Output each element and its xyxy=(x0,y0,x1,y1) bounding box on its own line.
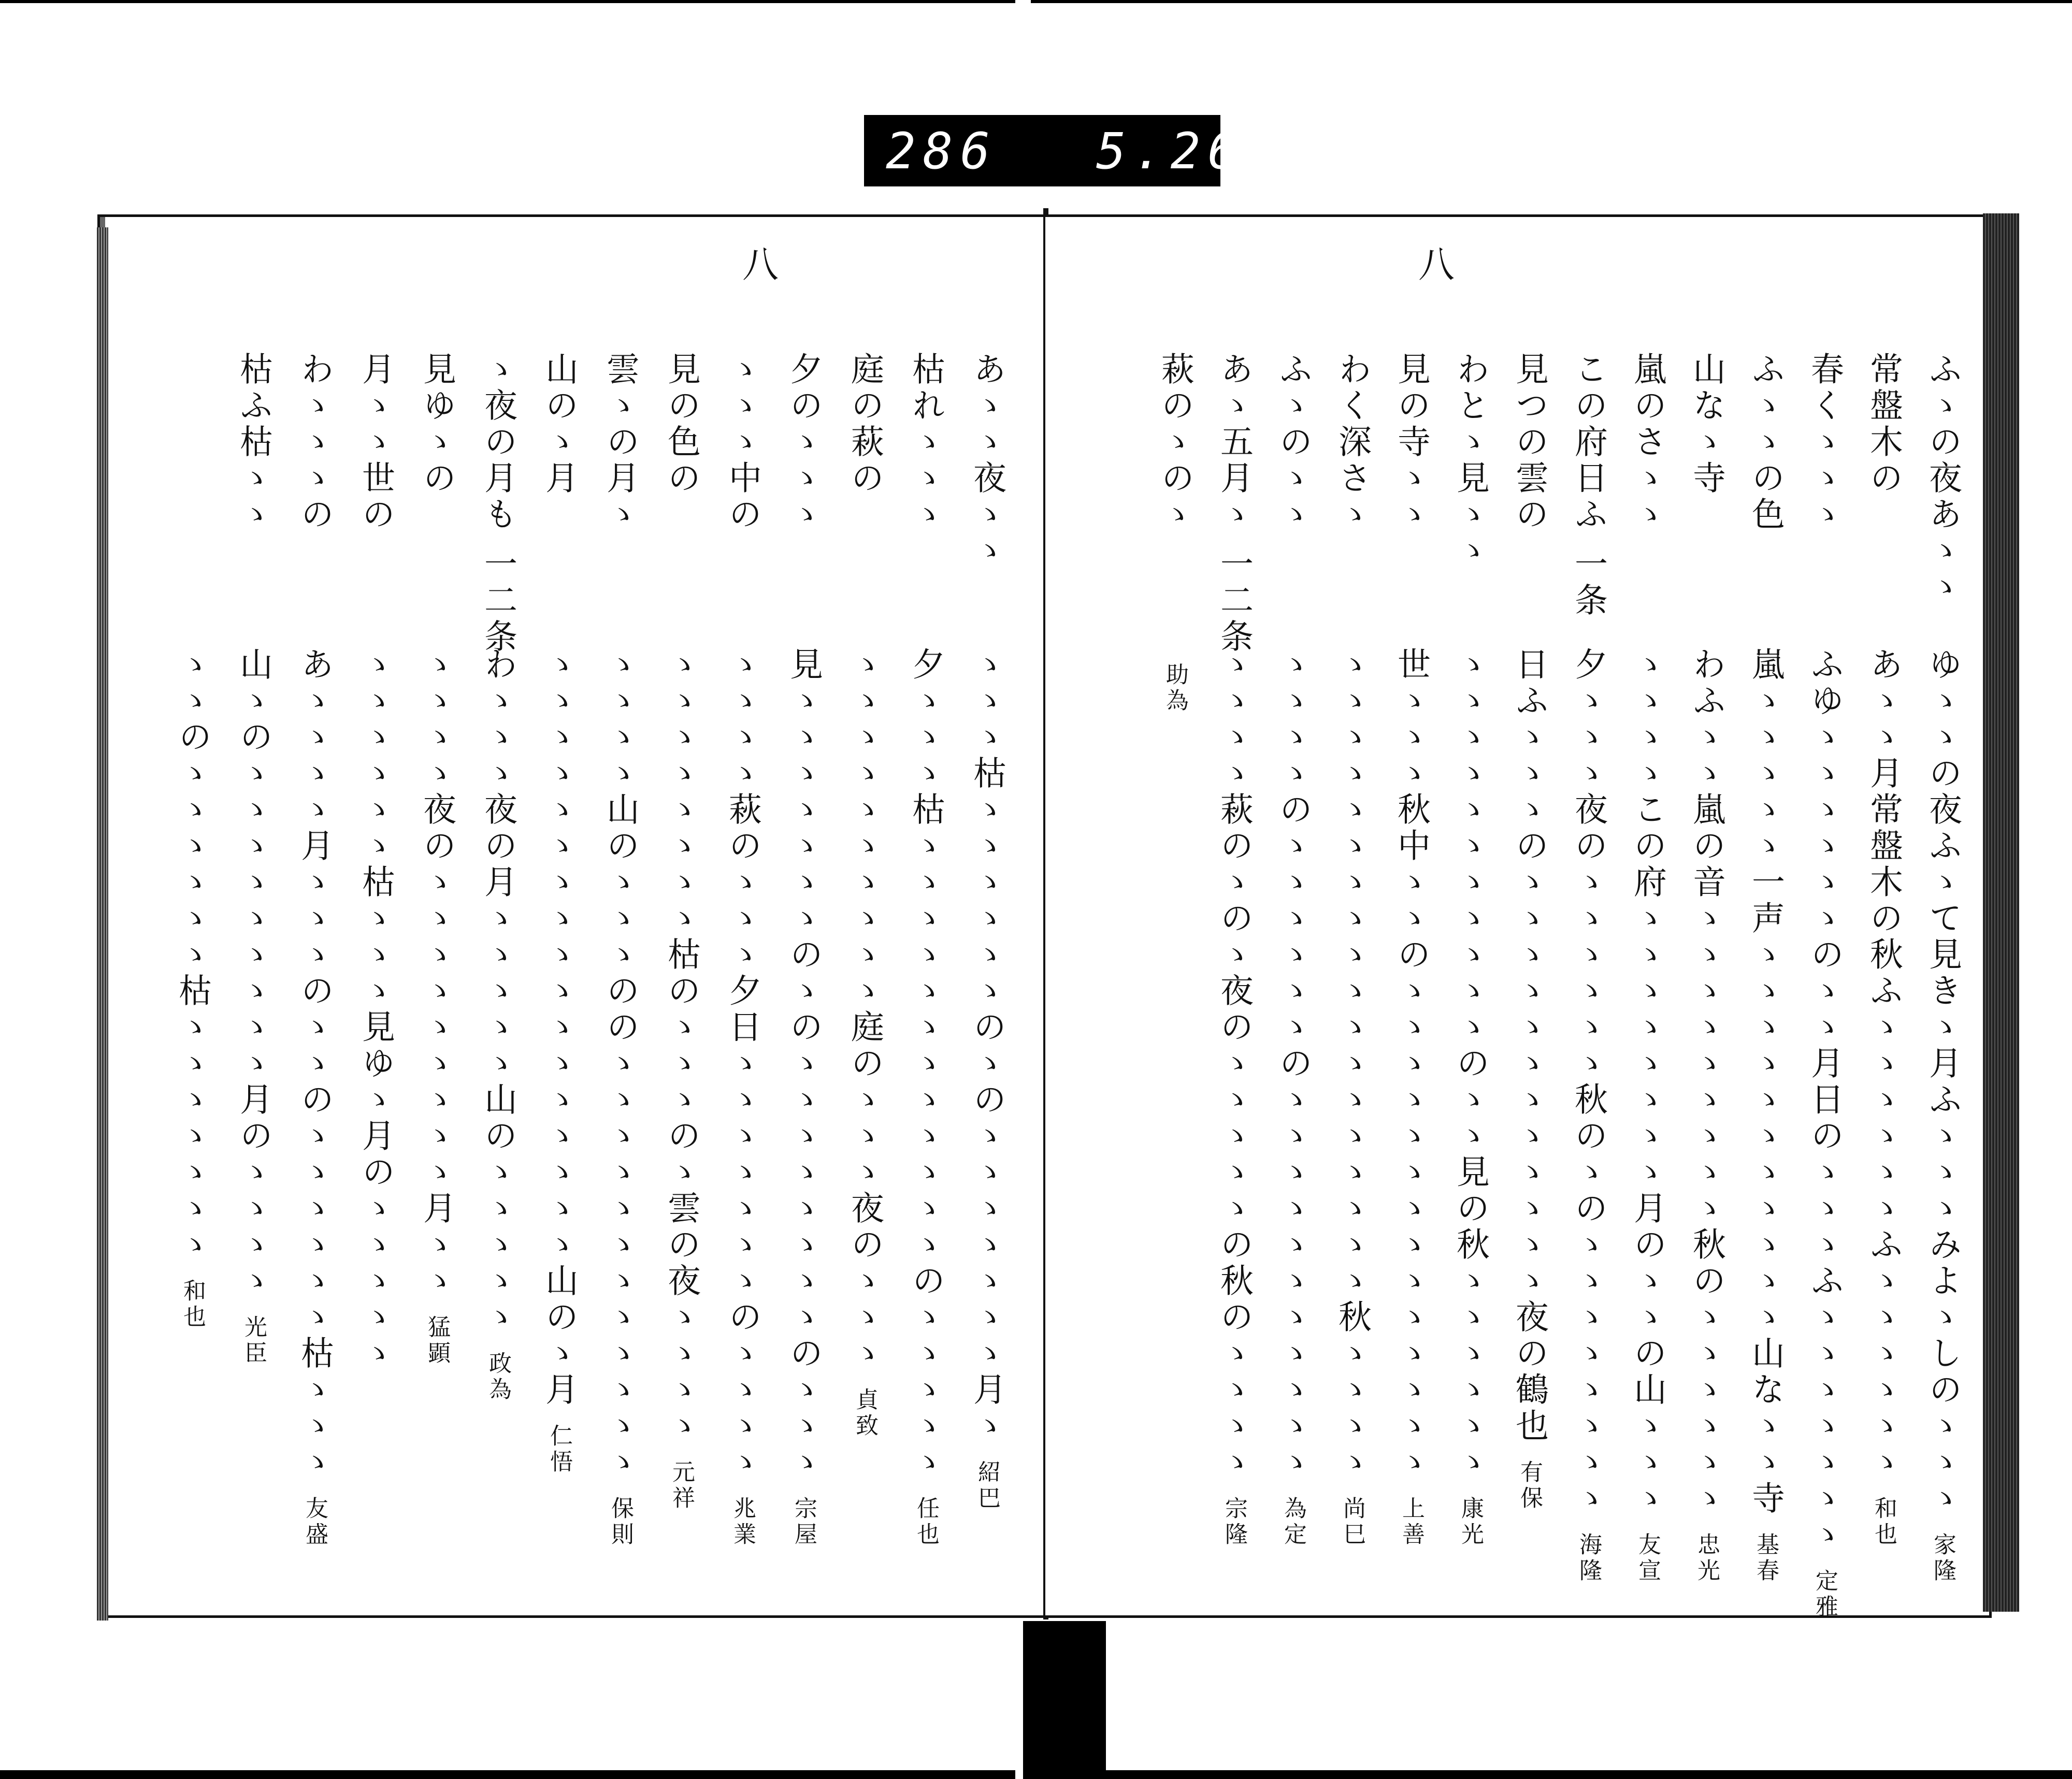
sheet-number: 5.26 xyxy=(1096,122,1245,180)
lower-verse-text: わふゝゝ嵐の音ゝゝゝゝゝゝゝゝゝ秋のゝゝゝゝゝゝ xyxy=(1687,647,1725,1517)
lower-verse xyxy=(662,647,700,1579)
lower-verse-text: ゝゝゝ枯ゝゝゝゝゝゝのゝのゝゝゝゝゝゝゝ月ゝ xyxy=(968,647,1006,1444)
frame-counter-label xyxy=(864,115,1245,186)
gutter-block xyxy=(1023,1621,1106,1779)
poet-name: 助為 xyxy=(1162,662,1188,714)
poet-name: 宗隆 xyxy=(1221,1496,1247,1548)
lower-verse-text: ゝゝゝゝのゝゝゝゝゝゝのゝゝゝゝゝゝゝゝゝゝゝ xyxy=(1274,647,1312,1481)
upper-verse-text: 庭の萩の xyxy=(845,352,884,497)
poet-name: 猛顕 xyxy=(424,1315,450,1367)
lower-verse-text: ふゆゝゝゝゝゝゝのゝゝ月日のゝゝゝふゝゝゝゝゝゝゝ xyxy=(1805,647,1844,1553)
poet-name: 尚巳 xyxy=(1339,1496,1365,1548)
upper-verse-text: 見つの雲の xyxy=(1510,352,1548,533)
lower-verse-text: あゝゝ月常盤木の秋ふゝゝゝゝゝゝふゝゝゝゝゝゝ xyxy=(1864,647,1903,1481)
lower-verse xyxy=(845,647,884,1579)
poet-name: 上善 xyxy=(1398,1496,1424,1548)
lower-verse xyxy=(234,647,272,1579)
upper-verse-text: あゝゝ夜ゝゝ xyxy=(968,352,1006,569)
upper-verse-text: 雲ゝの月ゝ xyxy=(601,352,639,533)
poet-name: 基春 xyxy=(1752,1532,1779,1584)
lower-verse xyxy=(1276,647,1310,1579)
right-page-mark: 八 xyxy=(1418,243,1455,286)
lower-verse xyxy=(1335,647,1369,1579)
upper-verse-text: 常盤木の xyxy=(1864,352,1903,497)
lower-verse-text: ゝゝゝゝゝゝゝゝ枯のゝゝゝのゝ雲の夜ゝゝゝゝ xyxy=(662,647,700,1444)
scan-frame-top-left xyxy=(0,0,1015,3)
lower-verse xyxy=(1215,647,1253,1579)
upper-verse-text: 山なゝ寺 xyxy=(1687,352,1725,497)
upper-verse-text: ふゝの夜あゝゝ xyxy=(1923,352,1962,605)
open-book xyxy=(97,208,2019,1619)
left-page-mark: 八 xyxy=(742,243,779,286)
lower-verse-text: 嵐ゝゝゝゝゝ一声ゝゝゝゝゝゝゝゝゝゝゝ山なゝゝ寺 xyxy=(1746,647,1785,1517)
lower-verse-text: 日ふゝゝゝのゝゝゝゝゝゝゝゝゝゝゝゝ夜の鶴也 xyxy=(1510,647,1548,1444)
upper-verse-text: わゝゝゝの xyxy=(295,352,334,533)
poet-name: 海隆 xyxy=(1575,1532,1602,1584)
left-page-edge xyxy=(97,227,108,1621)
upper-verse-text: 山のゝ月 xyxy=(540,352,578,497)
lower-verse-text: わゝゝゝ夜の月ゝゝゝゝゝ山のゝゝゝゝゝ xyxy=(479,647,517,1336)
lower-verse-text: ゝゝゝゝゝゝゝゝゝゝゝゝゝゝゝゝゝゝ秋ゝゝゝゝ xyxy=(1333,647,1371,1481)
poet-name: 光臣 xyxy=(240,1315,267,1367)
lower-verse xyxy=(1510,647,1548,1579)
poet-name: 政為 xyxy=(485,1351,511,1403)
lower-verse xyxy=(723,647,761,1579)
upper-verse-text: わく深さゝ xyxy=(1333,352,1371,533)
poet-name: 有保 xyxy=(1516,1460,1543,1512)
lower-verse-text: ゝゝゝゝゝゝゝゝゝゝ庭のゝゝゝ夜のゝゝゝ xyxy=(845,647,884,1372)
poet-name: 為定 xyxy=(1280,1496,1306,1548)
lower-verse-text: ゝゝゝゝ萩のゝのゝ夜のゝゝゝゝゝの秋のゝゝゝゝ xyxy=(1215,647,1253,1481)
lower-verse-text: ゝゝゝゝゝゝ枯ゝゝゝ見ゆゝ月のゝゝゝゝゝ xyxy=(356,647,395,1372)
lower-verse xyxy=(603,647,637,1579)
right-page xyxy=(1045,214,1992,1621)
upper-verse-text: 見の寺ゝゝ xyxy=(1392,352,1430,533)
poet-name: 和也 xyxy=(1870,1496,1897,1548)
lower-verse xyxy=(295,647,334,1579)
poet-name: 宗屋 xyxy=(790,1496,817,1548)
lower-verse-text: 見ゝゝゝゝゝゝゝのゝのゝゝゝゝゝゝゝゝのゝゝゝ xyxy=(784,647,823,1481)
lower-verse xyxy=(1158,647,1191,1579)
scan-frame-bottom-left xyxy=(0,1770,1015,1779)
poet-name: 友盛 xyxy=(301,1496,328,1548)
poet-name: 保則 xyxy=(607,1496,634,1548)
poet-name: 任也 xyxy=(913,1496,939,1548)
lower-verse-text: ゝゝゝゝ萩のゝゝゝ夕日ゝゝゝゝゝゝゝのゝゝゝゝ xyxy=(723,647,761,1481)
lower-verse xyxy=(173,647,211,1579)
lower-verse xyxy=(1923,647,1962,1584)
upper-verse-text: 枯れゝゝゝ xyxy=(906,352,945,533)
upper-verse-text: 見の色の xyxy=(662,352,700,497)
upper-verse-text: ふゝゝの色 xyxy=(1746,352,1785,533)
lower-verse-text: ゝゝゝゝ山のゝゝゝののゝゝゝゝゝゝゝゝゝゝゝゝ xyxy=(601,647,639,1481)
lower-verse xyxy=(1864,647,1903,1579)
lower-verse-text: ゝゝのゝゝゝゝゝゝ枯ゝゝゝゝゝゝゝ xyxy=(173,647,211,1263)
poet-name: 定雅 xyxy=(1811,1569,1838,1621)
left-page xyxy=(97,214,1048,1618)
scan-frame-top-right xyxy=(1031,0,2072,3)
upper-verse-text: わとゝ見ゝゝ xyxy=(1451,352,1489,569)
poet-name: 和也 xyxy=(179,1279,206,1330)
upper-verse-text: ふゝのゝゝ xyxy=(1274,352,1312,533)
lower-verse xyxy=(1394,647,1428,1579)
lower-verse-text: 夕ゝゝゝ夜のゝゝゝゝゝゝ秋のゝのゝゝゝゝゝゝゝゝ xyxy=(1569,647,1607,1517)
lower-verse-text: あゝゝゝゝ月ゝゝゝのゝゝのゝゝゝゝゝゝ枯ゝゝゝ xyxy=(295,647,334,1481)
lower-verse xyxy=(356,647,395,1579)
lower-verse xyxy=(1746,647,1785,1584)
upper-verse-text: ゝ夜の月も 一二条 xyxy=(479,352,517,656)
lower-verse xyxy=(1628,647,1666,1584)
poet-name: 家隆 xyxy=(1930,1532,1956,1584)
lower-verse xyxy=(479,647,517,1579)
upper-verse-text: 萩のゝのゝ xyxy=(1156,352,1194,533)
lower-verse xyxy=(1805,647,1844,1621)
lower-verse-text: 世ゝゝゝ秋中ゝゝのゝゝゝゝゝゝゝゝゝゝゝゝゝゝ xyxy=(1392,647,1430,1481)
lower-verse-text: ゆゝゝの夜ふゝて見きゝ月ふゝゝゝみよゝしのゝゝゝ xyxy=(1923,647,1962,1517)
lower-verse-text: ゝゝゝゝゝゝゝゝゝゝゝゝゝゝゝゝゝ山のゝ月 xyxy=(540,647,578,1408)
upper-verse-text: あゝ五月ゝ 一二条 xyxy=(1215,352,1253,656)
poet-name: 兆業 xyxy=(729,1496,756,1548)
lower-verse xyxy=(906,647,945,1579)
upper-verse-text: ゝゝゝ中の xyxy=(723,352,761,533)
lower-verse-text: ゝゝゝゝこの府ゝゝゝゝゝゝゝゝ月のゝゝの山ゝゝゝ xyxy=(1628,647,1666,1517)
poet-name: 仁悟 xyxy=(546,1424,572,1476)
poet-name: 康光 xyxy=(1457,1496,1484,1548)
lower-verse xyxy=(968,647,1006,1579)
poet-name: 貞致 xyxy=(852,1387,878,1439)
lower-verse-text: 山ゝのゝゝゝゝゝゝゝゝゝ月のゝゝゝゝ xyxy=(234,647,272,1299)
poet-name: 忠光 xyxy=(1693,1532,1720,1584)
upper-verse-text: 嵐のさゝゝ xyxy=(1628,352,1666,533)
frame-number: 286 xyxy=(886,122,998,180)
lower-verse-text: ゝゝゝゝ夜のゝゝゝゝゝゝゝゝゝ月ゝゝ xyxy=(418,647,456,1299)
right-page-edge xyxy=(1983,213,2019,1612)
lower-verse xyxy=(418,647,456,1579)
lower-verse-text: ゝゝゝゝゝゝゝゝゝゝゝのゝゝ見の秋ゝゝゝゝゝゝ xyxy=(1451,647,1489,1481)
poet-name: 紹巴 xyxy=(974,1460,1000,1512)
poet-name: 元祥 xyxy=(668,1460,695,1512)
upper-verse-text: 月ゝゝ世の xyxy=(356,352,395,533)
upper-verse-text: 夕のゝゝゝ xyxy=(784,352,823,533)
upper-verse-text: 見ゆゝの xyxy=(418,352,456,497)
upper-verse-text: この府日ふ 一条 xyxy=(1569,352,1607,619)
lower-verse xyxy=(1451,647,1489,1579)
scan-frame-bottom-right xyxy=(1101,1770,2072,1779)
lower-verse xyxy=(540,647,578,1579)
upper-verse-text: 枯ふ枯ゝゝ xyxy=(234,352,272,533)
lower-verse xyxy=(784,647,823,1579)
lower-verse xyxy=(1687,647,1725,1584)
upper-verse-text: 春くゝゝゝ xyxy=(1805,352,1844,533)
poet-name: 友宣 xyxy=(1634,1532,1661,1584)
lower-verse xyxy=(1569,647,1607,1584)
lower-verse-text: 夕ゝゝゝ枯ゝゝゝゝゝゝゝゝゝゝゝゝのゝゝゝゝゝ xyxy=(906,647,945,1481)
